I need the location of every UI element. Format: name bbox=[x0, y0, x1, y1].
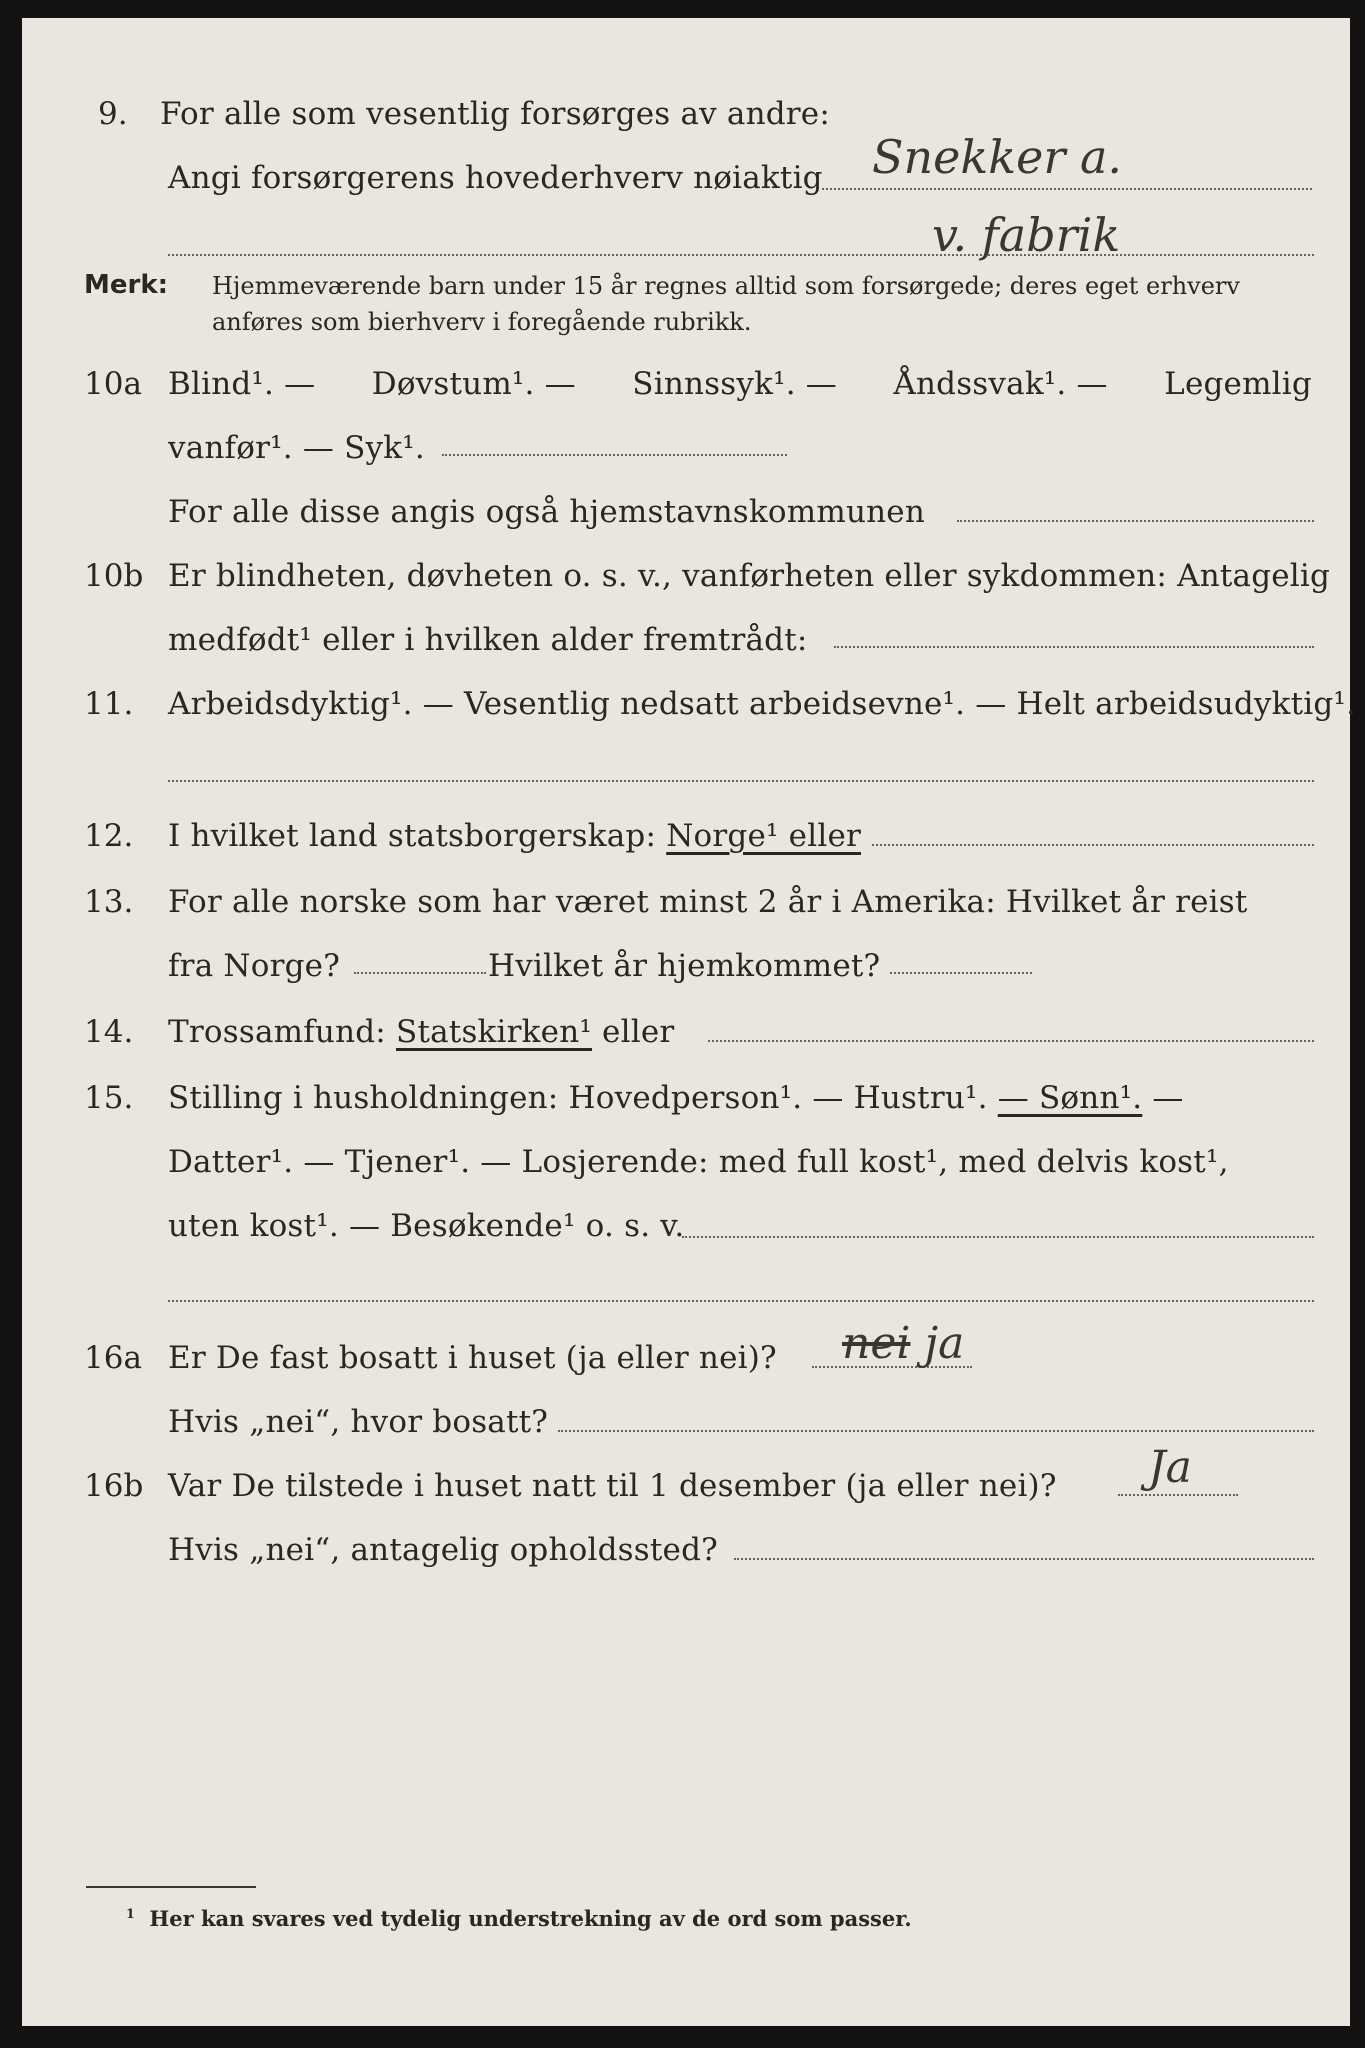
q15-text-3: uten kost¹. — Besøkende¹ o. s. v. bbox=[168, 1208, 685, 1244]
q10b-text-2: medfødt¹ eller i hvilken alder fremtrådt: bbox=[168, 622, 808, 658]
footnote-mark: 1 bbox=[126, 1906, 135, 1921]
q13-answer-line-reist[interactable] bbox=[354, 972, 486, 974]
q12-answer-line[interactable] bbox=[872, 844, 1314, 846]
q14-text-b: eller bbox=[592, 1014, 675, 1050]
q13-text-2b: Hvilket år hjemkommet? bbox=[488, 948, 881, 984]
footnote bbox=[126, 1906, 912, 1931]
q12-underlined: Norge¹ eller bbox=[666, 818, 862, 854]
q16a-struck-answer: nei bbox=[842, 1318, 911, 1369]
footnote-rule bbox=[86, 1886, 256, 1888]
q15-answer-line-2[interactable] bbox=[168, 1300, 1314, 1302]
q16b-number: 16b bbox=[84, 1468, 144, 1504]
q16a-number: 16a bbox=[84, 1340, 142, 1376]
q16b-answer-line[interactable] bbox=[1118, 1494, 1238, 1496]
q10a-text-3: For alle disse angis også hjemstavnskommunen bbox=[168, 494, 925, 530]
q16b-text: Var De tilstede i huset natt til 1 desember (ja eller nei)? bbox=[168, 1468, 1057, 1504]
q15-number: 15. bbox=[84, 1080, 134, 1116]
q13-text: For alle norske som har været minst 2 år i Amerika: Hvilket år reist bbox=[168, 884, 1248, 920]
q9-answer-line[interactable] bbox=[822, 188, 1312, 190]
q9-number: 9. bbox=[98, 96, 128, 132]
q9-text-2: Angi forsørgerens hovederhverv nøiaktig bbox=[168, 160, 823, 196]
q16b-answer-line-2[interactable] bbox=[734, 1558, 1314, 1560]
q10a-number: 10a bbox=[84, 366, 142, 402]
q9-handwritten-2: v. fabrik bbox=[932, 208, 1121, 262]
q15-text-2: Datter¹. — Tjener¹. — Losjerende: med full kost¹, med delvis kost¹, bbox=[168, 1144, 1229, 1180]
q10a-answer-line-2[interactable] bbox=[957, 520, 1314, 522]
q10a-options bbox=[168, 366, 1312, 402]
census-form-page bbox=[22, 18, 1357, 2026]
q15-text bbox=[168, 1080, 1184, 1116]
q14-text bbox=[168, 1014, 674, 1050]
q16b-handwritten: Ja bbox=[1148, 1442, 1192, 1493]
q10b-number: 10b bbox=[84, 558, 144, 594]
q10a-dovstum[interactable]: Døvstum¹. — bbox=[371, 366, 576, 402]
q16b-text-2: Hvis „nei“, antagelig opholdssted? bbox=[168, 1532, 718, 1568]
merk-text-1: Hjemmeværende barn under 15 år regnes alltid som forsørgede; deres eget erhverv bbox=[212, 272, 1240, 300]
q16a-text-2: Hvis „nei“, hvor bosatt? bbox=[168, 1404, 549, 1440]
q9-answer-line-2[interactable] bbox=[168, 254, 1314, 256]
q14-number: 14. bbox=[84, 1014, 134, 1050]
q9-handwritten-1: Snekker a. bbox=[872, 130, 1122, 184]
q10b-answer-line[interactable] bbox=[834, 646, 1314, 648]
q15-answer-line[interactable] bbox=[682, 1236, 1314, 1238]
q14-answer-line[interactable] bbox=[708, 1040, 1314, 1042]
merk-label: Merk: bbox=[84, 270, 169, 300]
q16a-answer: ja bbox=[924, 1318, 965, 1369]
q11-number: 11. bbox=[84, 686, 134, 722]
q13-number: 13. bbox=[84, 884, 134, 920]
q14-text-a: Trossamfund: bbox=[168, 1014, 397, 1050]
q10a-blind[interactable]: Blind¹. — bbox=[168, 366, 316, 402]
q14-underlined: Statskirken¹ bbox=[396, 1014, 592, 1050]
q16a-answer-line-2[interactable] bbox=[558, 1430, 1314, 1432]
q10a-text-2: vanfør¹. — Syk¹. bbox=[168, 430, 425, 466]
q9-text: For alle som vesentlig forsørges av andre: bbox=[160, 96, 830, 132]
merk-text-2: anføres som bierhverv i foregående rubrikk. bbox=[212, 308, 752, 336]
q11-answer-line[interactable] bbox=[168, 780, 1314, 782]
q16a-handwritten bbox=[842, 1318, 964, 1369]
q10a-andssvak[interactable]: Åndssvak¹. — bbox=[893, 366, 1108, 402]
q12-text bbox=[168, 818, 861, 854]
q11-text: Arbeidsdyktig¹. — Vesentlig nedsatt arbeidsevne¹. — Helt arbeidsudyktig¹. bbox=[168, 686, 1357, 722]
q10a-sinnssyk[interactable]: Sinnssyk¹. — bbox=[632, 366, 837, 402]
q15-underlined: — Sønn¹. bbox=[997, 1080, 1143, 1116]
q12-number: 12. bbox=[84, 818, 134, 854]
q15-text-b: — bbox=[1142, 1080, 1184, 1116]
footnote-text: Her kan svares ved tydelig understrekning av de ord som passer. bbox=[149, 1906, 912, 1931]
q10a-answer-line[interactable] bbox=[442, 454, 787, 456]
q12-text-a: I hvilket land statsborgerskap: bbox=[168, 818, 667, 854]
q15-text-a: Stilling i husholdningen: Hovedperson¹. — Hustru¹. bbox=[168, 1080, 998, 1116]
q13-text-2a: fra Norge? bbox=[168, 948, 341, 984]
q10a-legemlig[interactable]: Legemlig bbox=[1164, 366, 1312, 402]
q10b-text: Er blindheten, døvheten o. s. v., vanførheten eller sykdommen: Antagelig bbox=[168, 558, 1331, 594]
q16a-text: Er De fast bosatt i huset (ja eller nei)? bbox=[168, 1340, 777, 1376]
q13-answer-line-hjemkommet[interactable] bbox=[890, 972, 1032, 974]
